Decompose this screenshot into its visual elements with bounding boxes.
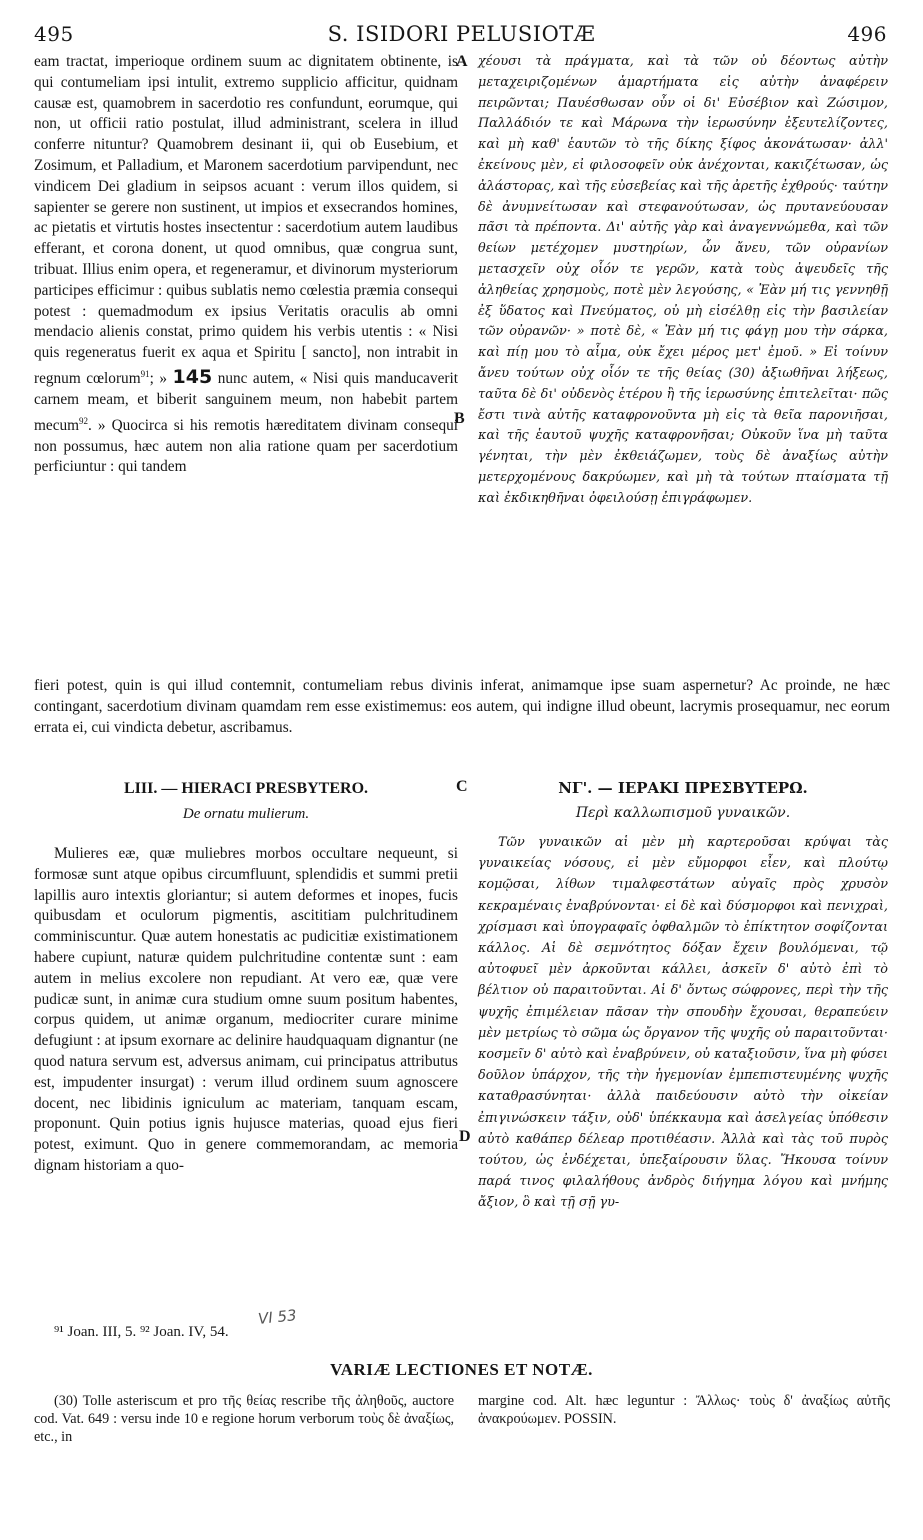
note-left: (30) Tolle asteriscum et pro τῆς θείας rescribe τῆς ἀληθοῦς, auctore cod. Vat. 649 : versu inde 10 e regione horum verborum τοὺς δὲ ἀναξίως, etc., in [34, 1393, 454, 1445]
page-number-right: 496 [847, 22, 887, 46]
footnotes: ⁹¹ Joan. III, 5. ⁹² Joan. IV, 54. [54, 1324, 229, 1340]
letter-latin-body: Mulieres eæ, quæ muliebres morbos occultare nequeunt, si formosæ sunt atque opibus circumfluunt, splendidis et summi pretii lapillis auro intextis gloriantur; si autem deformes et inopes, fucis quibusdam et oculorum pigmentis, ascititiam pulchritudinem comminiscuntur. Quæ autem honestatis ac pudicitiæ existimationem habere cupiunt, naturæ quidem pulchritudine contentæ sunt : eam autem in melius excolere non repudiant. At vero eæ, quæ vere pudicæ sunt, in animæ cura studium omne suum positum habentes, corpus quidem, ut animæ organum, mediocriter curare minime defugiunt : at ipsum exornare ac delinire haudquaquam dignantur (ne quod natura servum est, adversus animam, cui principatus attributus est, impudenter insurgat) : verum illud ordinem suum agnoscere docent, nec libidinis igniculum ac materiam, tanquam escam, proponunt. Quin potius ignis hujusce materias, quoad ejus fieri potest, eximunt. Quo in genere commemorandam, ac memoria dignam historiam a quo- [34, 845, 458, 1174]
handwritten-annotation: VI 53 [257, 1306, 298, 1328]
margin-letter-d: D [459, 1128, 471, 1145]
letter-subtitle-latin: De ornatu mulierum. [182, 806, 310, 822]
margin-letter-a: A [456, 53, 468, 70]
footnote-ref-91: 91 [140, 368, 150, 379]
note-right: margine cod. Alt. hæc leguntur : Ἄλλως· τοὺς δ' ἀναξίως αὐτῆς ἀνακρούωμεν. POSSIN. [478, 1393, 890, 1427]
notes-title: VARIÆ LECTIONES ET NOTÆ. [330, 1360, 593, 1379]
letter-greek-body: Τῶν γυναικῶν αἱ μὲν μὴ καρτεροῦσαι κρύψαι τὰς γυναικείας νόσους, εἰ μὲν εὔμορφοι εἶεν, καὶ πλούτῳ κομῷσαι, λίθων τιμαλφεστάτων αὐγαῖς πρὸς χρυσὸν κεκραμέναις ἐναβρύνονται· εἰ δὲ καὶ δύσμορφοι καὶ πενιχραὶ, χρίσμασι καὶ ὑπογραφαῖς ὀφθαλμῶν τὸ ἐπίκτητον σοφίζονται κάλλος. Αἱ δὲ σεμνότητος δόξαν ἔχειν βουλόμεναι, τῷ αὐτοφυεῖ μὲν ἀρκοῦνται κάλλει, ἀσκεῖν δ' αὐτὸ ἐπὶ τὸ βέλτιον οὐ παραιτοῦνται. Αἱ δ' ὄντως σώφρονες, περὶ τὴν τῆς ψυχῆς ἐπιμέλειαν πᾶσαν τὴν σπουδὴν ἔχουσαι, θεραπεύειν μὲν μετρίως τὸ σῶμα ὡς ὄργανον τῆς ψυχῆς οὐ παραιτοῦνται· κοσμεῖν δ' αὐτὸ καὶ ἐναβρύνειν, οὐ καταξιοῦσιν, ἵνα μὴ φύσει δοῦλον ὑπάρχον, τῆς τὴν ἡγεμονίαν ἐμπεπιστευμένης ψυχῆς καταθρασύνηται· ἀλλὰ παιδεύουσιν αὐτὸ τὴν οἰκείαν ἐπιγινώσκειν τάξιν, οὐδ' ὑπέκκαυμα καὶ ἀσελγείας ὑπόθεσιν αὐτὸ καθάπερ δέλεαρ προτιθέασιν. Ἀλλὰ καὶ τὰς τοῦ πυρὸς τούτου, ὡς ἐνδέχεται, ὑπεξαίρουσιν ὕλας. Ἤκουσα τοίνυν παρά τινος φιλαλήθους ἀνδρὸς διήγημα λόγου καὶ μνήμης ἄξιον, ὃ καὶ τῇ σῇ γυ- [478, 835, 888, 1211]
letter-subtitle-greek: Περὶ καλλωπισμοῦ γυναικῶν. [575, 805, 791, 821]
letter-title-latin: LIII. — HIERACI PRESBYTERO. [123, 780, 369, 797]
latin-text: nunc autem, « Nisi quis manducaverit carnem meam, et biberit sanguinem meum, non habebit partem mecum [34, 370, 458, 434]
latin-text: eam tractat, imperioque ordinem suum ac dignitatem obtinente, is qui contumeliam ipsi intulit, extremo supplicio afficitur, quidnam causæ est, quamobrem in sacerdotio res confundunt, eorumque, qui non, ut officii ratio postulat, illud administrant, scelera in illud conferre nituntur? Quamobrem desinant ii, qui ob Eusebium, et Zosimum, et Palladium, et Maronem sacerdotium parvipendunt, nec vindicem Dei gladium in seipsos acuant : verum illos quidem, si sapienter se gerere non sustinent, ut impios et exsecrandos homines, ac pietatis et virtutis hostes insectentur : sacerdotium autem laudibus efferant, et corona donent, ut quod omnibus, quæ congrua sunt, tribuat. Illius enim opera, et regeneramur, et divinorum mysteriorum participes efficimur : quibus sublatis nemo cœlestia præmia consequi potest : quemadmodum ex ipsius Veritatis oraculis ab omni mendacio alienis constat, primo quidem his verbis utentis : « Nisi quis regeneratus fuerit ex aqua et Spiritu [ sancto], non intrabit in regnum cœlorum [34, 53, 458, 388]
running-title: S. ISIDORI PELUSIOTÆ [327, 22, 596, 46]
letter-title-greek: ΝΓ'. — ΙΕΡΑΚΙ ΠΡΕΣΒΥΤΕΡΩ. [558, 779, 808, 797]
margin-letter-b: B [454, 410, 465, 427]
footnote-ref-92: 92 [79, 415, 89, 426]
latin-column-top [34, 52, 458, 478]
margin-letter-c: C [456, 778, 468, 795]
latin-full-width: fieri potest, quin is qui illud contemnit, contumeliam rebus divinis inferat, animamque ipse suam aspernetur? Ac proinde, ne hæc contingant, sacerdotium divinam quamdam rem esse existimemus: eos autem, qui indigne illud obeunt, lacrymis prosequamur, nec eorum errata ei, cui vindicta debetur, ascribamus. [34, 677, 890, 736]
page-number-left: 495 [34, 22, 74, 46]
latin-text: . » Quocirca si his remotis hæreditatem divinam consequi non possumus, hæc autem non alia ratione quam per sacerdotium perficiuntur : qui tandem [34, 416, 458, 476]
latin-text: ; » [149, 370, 168, 388]
column-number: 145 [172, 366, 213, 389]
greek-column-top: χέουσι τὰ πράγματα, καὶ τὰ τῶν οὐ δέοντως αὐτὴν μεταχειριζομένων ἁμαρτήματα εἰς αὐτὴν ἀναφέρειν πειρῶνται; Παυέσθωσαν οὖν οἱ δι' Εὐσέβιον καὶ Ζώσιμον, Παλλάδιόν τε καὶ Μάρωνα τὴν ἱερωσύνην ἐξευτελίζοντες, καὶ μὴ καθ' ἑαυτῶν τὸ τῆς δίκης ξίφος ἀκονάτωσαν· ἀλλ' ἐκείνους μὲν, εἰ φιλοσοφεῖν οὐκ ἀνέχονται, κακιζέτωσαν, ὡς ἀλάστορας, καὶ τῆς εὐσεβείας καὶ τῆς ἀρετῆς ἐχθρούς· ταύτην δὲ ἀνυμνείτωσαν καὶ στεφανούτωσαν, ὡς πρυτανεύουσαν πᾶσι τὰ πρέποντα. Δι' αὐτῆς γὰρ καὶ ἀναγεννώμεθα, καὶ τῶν θείων μετέχομεν μυστηρίων, ὧν ἄνευ, τῶν οὐρανίων μετασχεῖν οὐχ οἷόν τε γερῶν, κατὰ τοὺς ἀψευδεῖς τῆς ἀληθείας χρησμοὺς, ποτὲ μὲν λεγούσης, « Ἐὰν μή τις γεννηθῇ ἐξ ὕδατος καὶ Πνεύματος, οὐ μὴ εἰσέλθῃ εἰς τὴν βασιλείαν τῶν οὐρανῶν· » ποτὲ δὲ, « Ἐὰν μή τις φάγῃ μου τὴν σάρκα, καὶ πίῃ μου τὸ αἷμα, οὐκ ἔχει μέρος μετ' ἐμοῦ. » Εἰ τοίνυν ἄνευ τούτων οὐχ οἷόν τε τῆς θείας (30) ἀξιωθῆναι λήξεως, ταῦτα δὲ δι' οὐδενὸς ἑτέρου ἢ τῆς ἱερωσύνης ἐπιτελεῖται· πῶς ἔστι τινὰ αὐτῆς καταφρονοῦντα μὴ εἰς τὰ θεῖα παρονιῆσαι, καὶ τῆς ἑαυτοῦ ψυχῆς καταφρονῆσαι; Οὐκοῦν ἵνα μὴ ταῦτα γένηται, τὴν μὲν ἐκθειάζωμεν, τοὺς δὲ ἀναξίως αὐτὴν μετερχομένους δακρύωμεν, καὶ μὴ τὰ τούτων πταίσματα τῇ καὶ ἐκδικηθῆναι ὀφειλούσῃ ἐπιγράφωμεν. [478, 54, 888, 506]
